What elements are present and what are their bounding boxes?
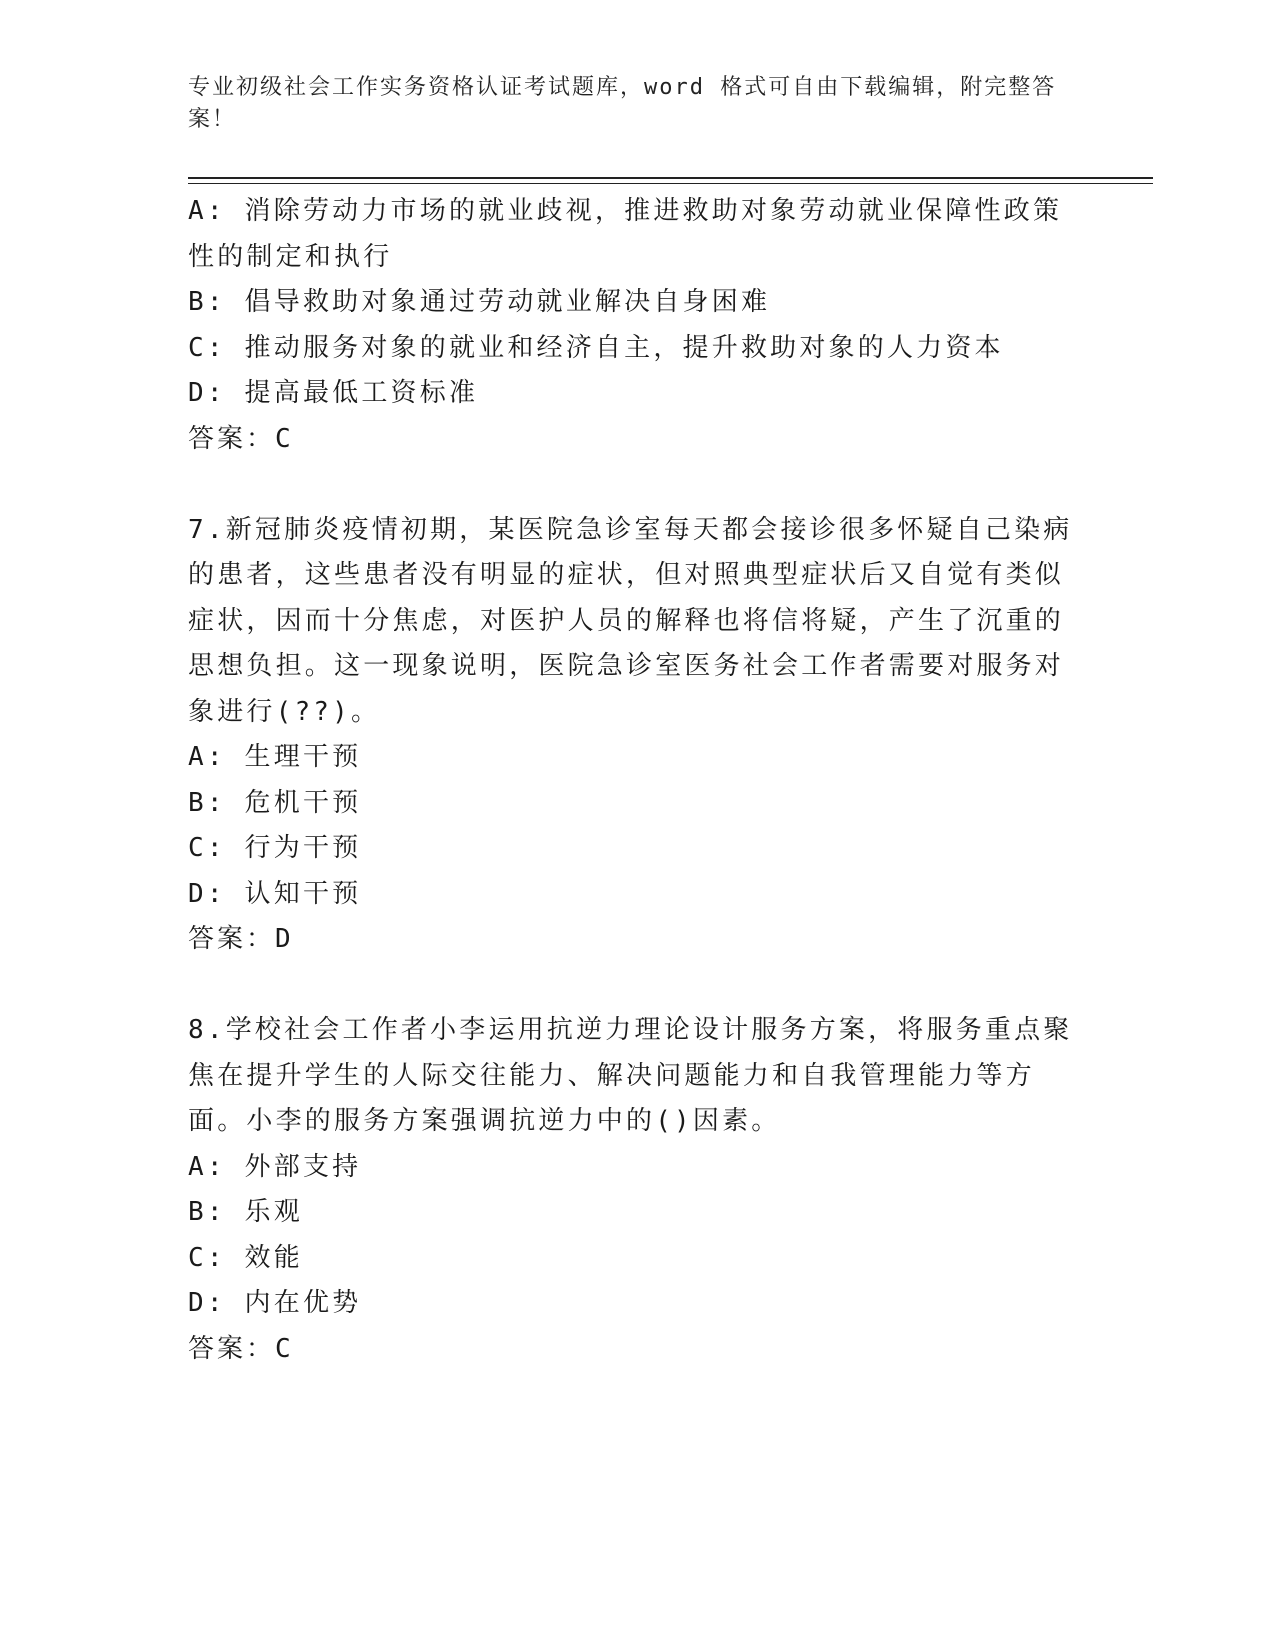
- question-stem: 8.学校社会工作者小李运用抗逆力理论设计服务方案，将服务重点聚焦在提升学生的人际交往能力、解决问题能力和自我管理能力等方面。小李的服务方案强调抗逆力中的()因素。: [188, 1015, 1073, 1136]
- option-b: B: 乐观: [188, 1197, 303, 1227]
- option-a: A: 外部支持: [188, 1151, 362, 1182]
- option-d: D: 内在优势: [188, 1288, 362, 1318]
- question-7: [188, 508, 1088, 963]
- question-stem: 7.新冠肺炎疫情初期，某医院急诊室每天都会接诊很多怀疑自己染病的患者，这些患者没有明显的症状，但对照典型症状后又自觉有类似症状，因而十分焦虑，对医护人员的解释也将信将疑，产生了沉重的思想负担。这一现象说明，医院急诊室医务社会工作者需要对服务对象进行(??)。: [188, 514, 1073, 727]
- header-rule-thick: [188, 177, 1153, 179]
- question-content: [188, 189, 1088, 1372]
- answer: 答案：C: [188, 423, 294, 454]
- option-a: A: 消除劳动力市场的就业歧视，推进救助对象劳动就业保障性政策性的制定和执行: [188, 196, 1063, 272]
- option-b: B: 危机干预: [188, 787, 362, 818]
- option-a: A: 生理干预: [188, 742, 362, 772]
- header-rule-thin: [188, 183, 1153, 184]
- option-c: C: 效能: [188, 1242, 303, 1273]
- document-header: 专业初级社会工作实务资格认证考试题库，word 格式可自由下载编辑，附完整答案！: [188, 75, 1057, 132]
- answer: 答案：D: [188, 924, 294, 954]
- option-c: C: 行为干预: [188, 833, 362, 863]
- question-6: [188, 189, 1088, 462]
- spacer: [188, 963, 1088, 1009]
- option-d: D: 认知干预: [188, 878, 362, 909]
- spacer: [188, 462, 1088, 508]
- option-b: B: 倡导救助对象通过劳动就业解决自身困难: [188, 287, 771, 317]
- answer: 答案：C: [188, 1333, 294, 1364]
- option-c: C: 推动服务对象的就业和经济自主，提升救助对象的人力资本: [188, 332, 1004, 363]
- option-d: D: 提高最低工资标准: [188, 378, 479, 408]
- question-8: [188, 1008, 1088, 1372]
